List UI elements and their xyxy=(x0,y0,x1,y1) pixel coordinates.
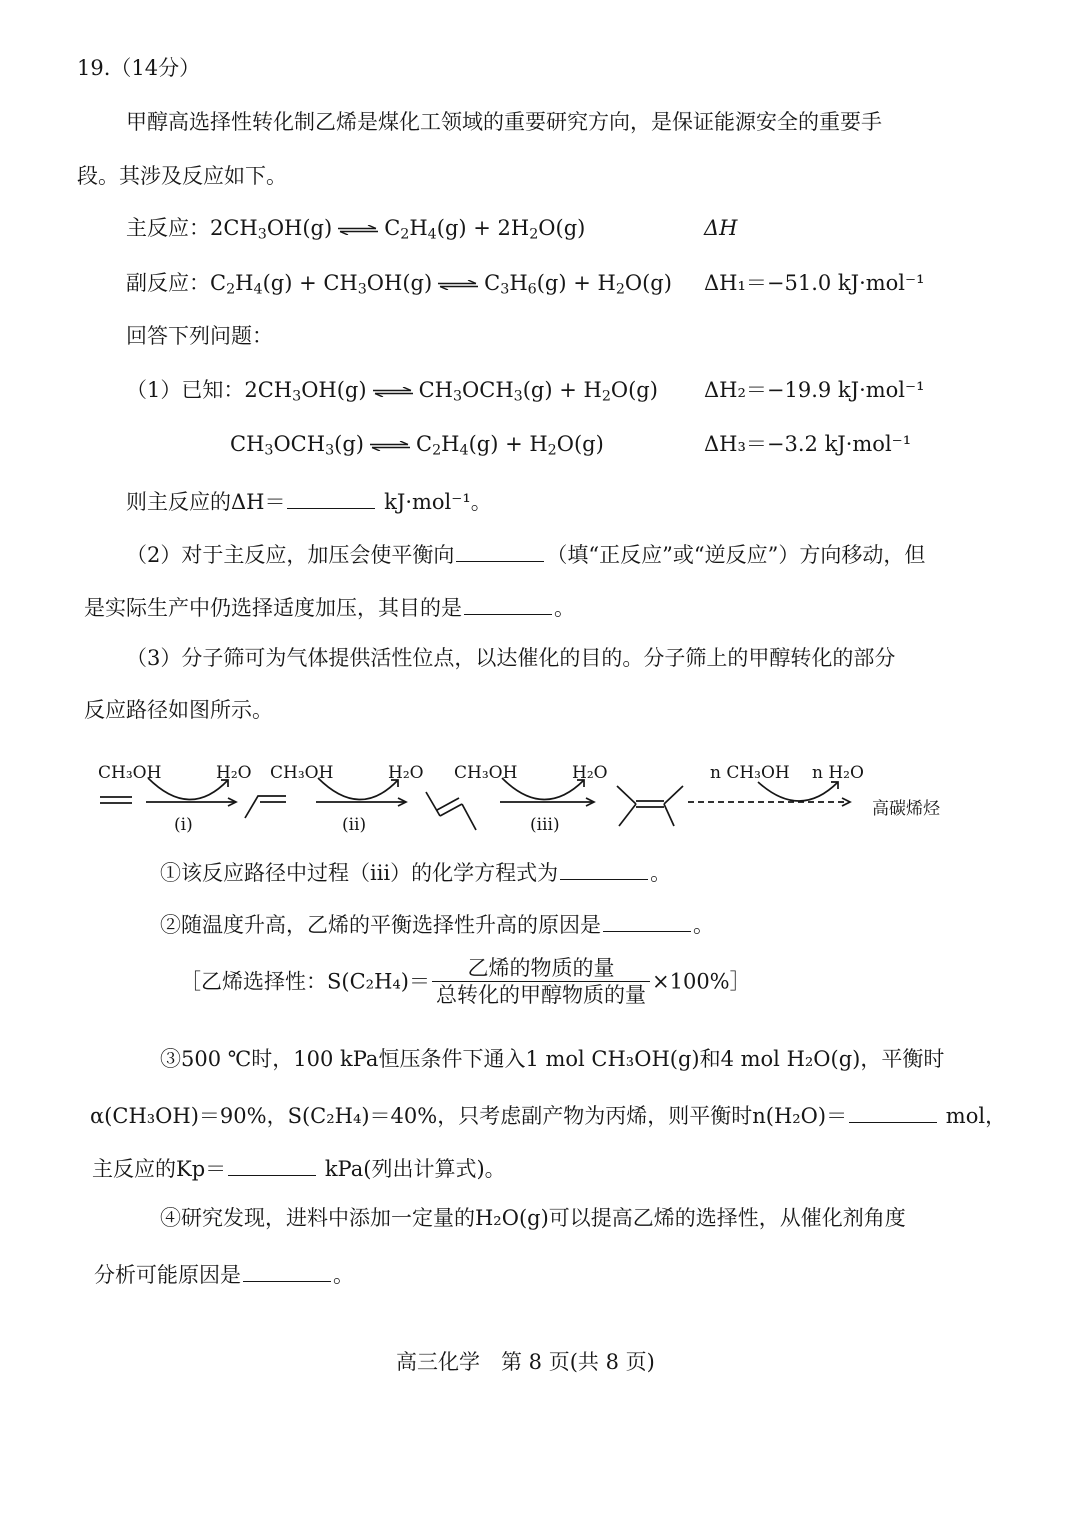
reagent-label: n CH₃OH xyxy=(710,763,790,783)
sub-question-2 xyxy=(160,912,714,936)
answer-blank[interactable] xyxy=(243,1262,331,1282)
sub1-text: ①该反应路径中过程（ⅲ）的化学方程式为 xyxy=(160,860,559,885)
q1-ask-unit: kJ·mol⁻¹。 xyxy=(384,489,492,514)
step-label: (ⅲ) xyxy=(530,815,560,835)
answer-blank[interactable] xyxy=(560,860,648,880)
butene-structure xyxy=(426,792,440,816)
main-reaction-label: 主反应： xyxy=(126,216,210,240)
q2-line-2 xyxy=(84,595,575,619)
q2-text-3: 是实际生产中仍选择适度加压，其目的是 xyxy=(84,595,462,620)
answer-blank[interactable] xyxy=(287,489,375,509)
fraction-numerator: 乙烯的物质的量 xyxy=(432,958,650,982)
q1-enthalpy-2: ΔH₂＝−19.9 kJ·mol⁻¹ xyxy=(704,378,925,402)
reagent-label: CH₃OH xyxy=(270,763,334,783)
answer-prompt: 回答下列问题： xyxy=(126,324,273,348)
sub4-text: 分析可能原因是 xyxy=(94,1262,241,1287)
q1-reaction-2: $CH_3OCH_3(g) C_2H_4(g) + H_2O(g)$ xyxy=(230,432,604,459)
q3-line-2: 反应路径如图所示。 xyxy=(84,698,273,722)
sub3-unit-2: kPa(列出计算式)。 xyxy=(324,1156,506,1181)
final-product-label: 高碳烯烃 xyxy=(872,799,940,819)
selectivity-label: ［乙烯选择性：S(C₂H₄)＝ xyxy=(180,969,430,994)
selectivity-formula xyxy=(180,958,751,1006)
sub3-unit-1: mol， xyxy=(945,1103,1007,1128)
product-label: H₂O xyxy=(388,763,424,783)
q1-label: （1）已知： xyxy=(126,378,245,402)
main-reaction: 主反应：$2CH_3OH(g) C_2H_4(g) + 2H_2O(g)$ xyxy=(126,216,586,243)
reagent-label: CH₃OH xyxy=(454,763,518,783)
question-header: 19.（14分） xyxy=(77,56,201,80)
answer-blank[interactable] xyxy=(849,1103,937,1123)
sub2-text: ②随温度升高，乙烯的平衡选择性升高的原因是 xyxy=(160,912,601,937)
intro-line-2: 段。其涉及反应如下。 xyxy=(77,164,287,188)
curved-arrow xyxy=(758,782,838,801)
q3-line-1: （3）分子筛可为气体提供活性位点，以达催化的目的。分子筛上的甲醇转化的部分 xyxy=(126,646,896,670)
product-label: n H₂O xyxy=(812,763,864,783)
selectivity-fraction xyxy=(432,958,650,1006)
sub-question-4-line-1: ④研究发现，进料中添加一定量的H₂O(g)可以提高乙烯的选择性，从催化剂角度 xyxy=(160,1206,906,1230)
answer-blank[interactable] xyxy=(464,595,552,615)
reagent-label: CH₃OH xyxy=(98,763,162,783)
sub-question-3-line-3 xyxy=(92,1156,506,1180)
equilibrium-arrow-icon xyxy=(373,387,413,397)
q2-text-1: （2）对于主反应，加压会使平衡向 xyxy=(126,542,455,567)
answer-blank[interactable] xyxy=(603,912,691,932)
selectivity-suffix: ×100%］ xyxy=(652,969,751,994)
product-label: H₂O xyxy=(216,763,252,783)
q1-enthalpy-3: ΔH₃＝−3.2 kJ·mol⁻¹ xyxy=(704,432,912,456)
fraction-denominator: 总转化的甲醇物质的量 xyxy=(436,983,646,1007)
sub-question-1 xyxy=(160,860,671,884)
q2-line-1 xyxy=(126,542,925,566)
sub-question-3-line-2 xyxy=(90,1103,1006,1127)
main-reaction-enthalpy: ΔH xyxy=(704,216,738,240)
equilibrium-arrow-icon xyxy=(338,225,378,235)
sub-question-3-line-1: ③500 ℃时，100 kPa恒压条件下通入1 mol CH₃OH(g)和4 mol H₂O(g)，平衡时 xyxy=(160,1047,945,1071)
reaction-pathway-diagram xyxy=(90,752,990,842)
sub2-end: 。 xyxy=(693,912,714,937)
side-reaction-label: 副反应： xyxy=(126,271,210,295)
side-reaction: 副反应：$C_2H_4(g) + CH_3OH(g) C_3H_6(g) + H_2O(g)$ xyxy=(126,271,672,298)
sub-question-4-line-2 xyxy=(94,1262,354,1286)
sub3-text-1: α(CH₃OH)＝90%，S(C₂H₄)＝40%，只考虑副产物为丙烯，则平衡时n(H₂O)＝ xyxy=(90,1103,848,1128)
sub1-end: 。 xyxy=(650,860,672,885)
step-label: (ⅰ) xyxy=(174,815,193,835)
q1-ask xyxy=(126,489,492,513)
q1-ask-text: 则主反应的ΔH＝ xyxy=(126,489,286,514)
step-label: (ⅱ) xyxy=(342,815,367,835)
product-label: H₂O xyxy=(572,763,608,783)
q2-text-4: 。 xyxy=(554,595,575,620)
answer-blank[interactable] xyxy=(456,542,544,562)
answer-blank[interactable] xyxy=(228,1156,316,1176)
q1-reaction-1: （1）已知：$2CH_3OH(g) CH_3OCH_3(g) + H_2O(g)$ xyxy=(126,378,658,405)
q2-text-2: （填“正反应”或“逆反应”）方向移动，但 xyxy=(546,542,926,567)
equilibrium-arrow-icon xyxy=(370,441,410,451)
sub3-text-2: 主反应的Kp＝ xyxy=(92,1156,227,1181)
page-footer: 高三化学 第 8 页(共 8 页) xyxy=(396,1350,655,1374)
branched-alkene-structure xyxy=(617,786,636,804)
propylene-structure xyxy=(245,796,286,818)
intro-line-1: 甲醇高选择性转化制乙烯是煤化工领域的重要研究方向，是保证能源安全的重要手 xyxy=(126,110,882,134)
sub4-end: 。 xyxy=(333,1262,354,1287)
side-reaction-enthalpy: ΔH₁＝−51.0 kJ·mol⁻¹ xyxy=(704,271,925,295)
equilibrium-arrow-icon xyxy=(438,280,478,290)
